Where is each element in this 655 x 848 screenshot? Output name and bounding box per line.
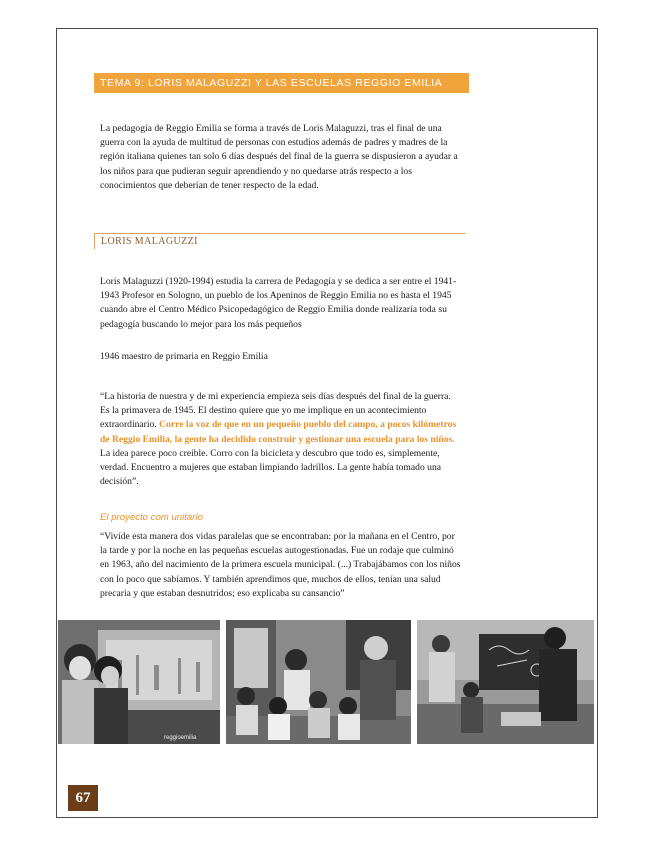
quote1-before: “La historia de nuestra y de mi experiencia empieza seis días después del final de la guerra. Es la primavera de 1945. El destino quiere que yo me implique en un acontecimiento extraordinario. (100, 391, 451, 431)
quote1-highlight: Corre la voz de que en un pequeño pueblo del campo, a pocos kilómetros de Reggio Emilia, la gente ha decidido construir y gestionar una escuela para los niños. (100, 419, 457, 445)
subsection-title: El proyecto com unitario (100, 512, 203, 523)
intro-paragraph: La pedagogía de Reggio Emilia se forma a través de Loris Malaguzzi, tras el final de una guerra con la ayuda de multitud de personas con estudios además de padres y madres de la región italiana quienes tan solo 6 días después del final de la guerra se dispusieron a ayudar a los niños para que pudieran seguir aprendiendo y no quedarse atrás respecto a los conocimientos que deberían de tener respecto de la edad. (100, 123, 458, 191)
photo-children-aquarium (58, 620, 220, 744)
photo-classroom-blackboard (417, 620, 594, 744)
page-number: 67 (68, 785, 98, 811)
quote1-after: La idea parece poco creíble. Corro con la bicicleta y descubro que todo es, simplemente, verdad. Encuentro a mujeres que estaban limpiando ladrillos. La gente había tomado una decisión”. (100, 447, 441, 488)
quote-paragraph-2: “Vivíde esta manera dos vidas paralelas que se encontraban: por la mañana en el Centro, por la tarde y por la noche en las pequeñas escuelas autogestionadas. Fue un rodaje que culminó en 1963, año del nacimiento de la primera escuela municipal. (...) Trabajábamos con los niños con lo poco que sabíamos. Y también aprendimos que, muchos de ellos, tenían una salud precaria y que estaban desnutridos; eso explicaba su cansancio” (100, 531, 461, 599)
maestro-line: 1946 maestro de primaria en Reggio Emilia (100, 351, 268, 362)
quote-paragraph-1 (100, 390, 462, 489)
photo-watermark: reggioemilia (164, 735, 197, 741)
photo-children-group (226, 620, 411, 744)
section-title: LORIS MALAGUZZI (101, 236, 198, 247)
chapter-banner: TEMA 9: LORIS MALAGUZZI Y LAS ESCUELAS REGGIO EMILIA (94, 73, 469, 93)
bio-paragraph: Loris Malaguzzi (1920-1994) estudia la carrera de Pedagogía y se dedica a ser entre el 1941- 1943 Profesor en Sologno, un pueblo de los Apeninos de Reggio Emilia no es hasta el 1945 cuando abre el Centro Médico Psicopedagógico de Reggio Emilia donde realizaría toda su pedagogía buscando lo mejor para los más pequeños (100, 276, 457, 330)
section-header (94, 233, 466, 249)
